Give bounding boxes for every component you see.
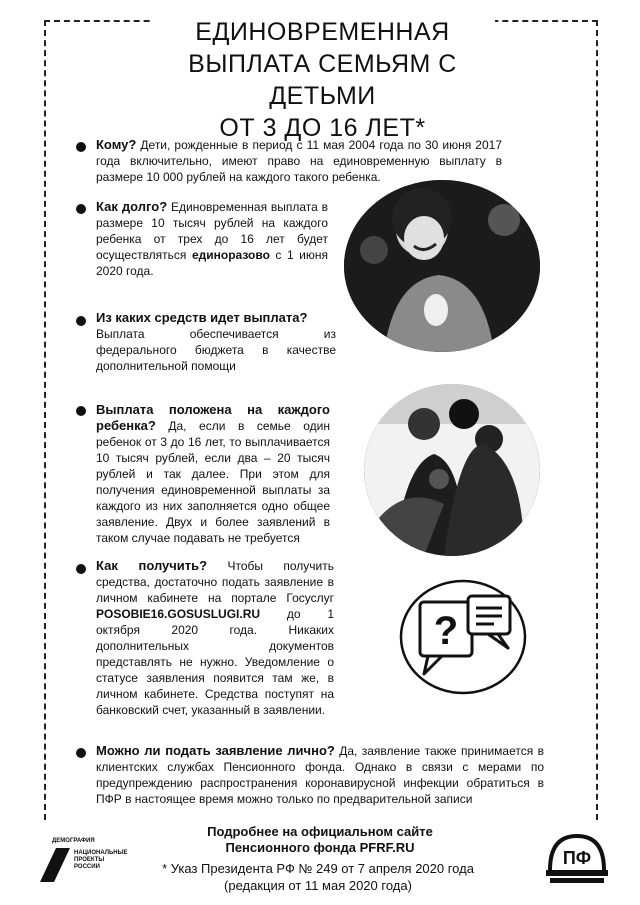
- gosuslugi-link[interactable]: POSOBIE16.GOSUSLUGI.RU: [96, 607, 261, 621]
- bullet: [76, 204, 86, 214]
- pfr-logo: [544, 830, 610, 886]
- page-title: [150, 16, 495, 144]
- section-text: до 1 октября 2020 года. Никаких дополнительных документов представлять не нужно. Уведомление о статусе заявления появится там же, в личном кабинете. Средства поступят на банковский счет, указанный в заявлении.: [96, 607, 334, 717]
- svg-text:?: ?: [433, 609, 459, 653]
- section-heading: Как долго?: [96, 199, 168, 214]
- footnote-line-2: (редакция от 11 мая 2020 года): [224, 878, 412, 893]
- bullet: [76, 564, 86, 574]
- section-text: Единовременная выплата в размере 10 тысяч рублей на каждого ребенка от трех до 16 лет будет осуществляться: [96, 200, 328, 262]
- footnote: [118, 860, 518, 894]
- section-heading: Из каких средств идет выплата?: [96, 310, 308, 325]
- section-heading: Как получить?: [96, 558, 208, 573]
- section-text: Дети, рожденные в период с 11 мая 2004 года по 30 июня 2017 года включительно, имеют право на единовременную выплату в размере 10 000 рублей на каждого такого ребенка.: [96, 138, 502, 184]
- help-chat-icon: [398, 578, 528, 696]
- section-text: с 1 июня 2020 года.: [96, 248, 328, 278]
- section-per-child: [96, 402, 330, 546]
- footer-line-1: Подробнее на официальном сайте: [207, 824, 433, 839]
- section-text: Выплата обеспечивается из федерального бюджета в качестве дополнительной помощи: [96, 327, 336, 373]
- logo-line: РОССИИ: [74, 864, 100, 870]
- pfr-logo-text: ПФ: [562, 848, 592, 868]
- logo-caption: ДЕМОГРАФИЯ: [52, 838, 95, 844]
- section-heading: Можно ли подать заявление лично?: [96, 743, 335, 758]
- bullet: [76, 142, 86, 152]
- section-how-long: [96, 199, 328, 279]
- section-how-to-get: [96, 558, 334, 718]
- family-photo-2: [364, 384, 540, 556]
- bullet: [76, 316, 86, 326]
- title-line-3: ОТ 3 ДО 16 ЛЕТ*: [219, 114, 426, 142]
- title-line-1: ЕДИНОВРЕМЕННАЯ: [195, 18, 450, 46]
- bullet: [76, 748, 86, 758]
- section-text: Да, если в семье один ребенок от 3 до 16 лет, то выплачивается 10 тысяч рублей, если два – 20 тысяч рублей и так далее. При этом для получения единовременной выплаты за каждого из них заполняется одно общее заявление. Двух и более заявлений в таком случае подавать не требуется: [96, 419, 330, 545]
- section-who: [96, 137, 502, 185]
- footer-info: [150, 824, 490, 856]
- family-photo-1: [344, 180, 540, 352]
- logo-line: ПРОЕКТЫ: [74, 857, 105, 863]
- title-line-2: ВЫПЛАТА СЕМЬЯМ С ДЕТЬМИ: [188, 50, 457, 110]
- section-heading: Кому?: [96, 137, 137, 152]
- footnote-line-1: * Указ Президента РФ № 249 от 7 апреля 2020 года: [162, 861, 474, 876]
- section-funding: [96, 310, 336, 374]
- logo-line: НАЦИОНАЛЬНЫЕ: [74, 850, 128, 856]
- section-text: Да, заявление также принимается в клиентских службах Пенсионного фонда. Однако в связи с мерами по предупреждению распространения коронавирусной инфекции обратиться в ПФР в настоящее время можно только по предварительной записи: [96, 744, 544, 806]
- national-projects-logo: [40, 838, 128, 882]
- bullet: [76, 406, 86, 416]
- section-text: Чтобы получить средства, достаточно подать заявление в личном кабинете на портале Госуслуг: [96, 559, 334, 605]
- section-emphasis: единоразово: [191, 248, 270, 262]
- section-heading: Выплата положена на каждого ребенка?: [96, 402, 330, 433]
- section-in-person: [96, 743, 544, 807]
- pfr-site-link[interactable]: Пенсионного фонда PFRF.RU: [225, 840, 415, 855]
